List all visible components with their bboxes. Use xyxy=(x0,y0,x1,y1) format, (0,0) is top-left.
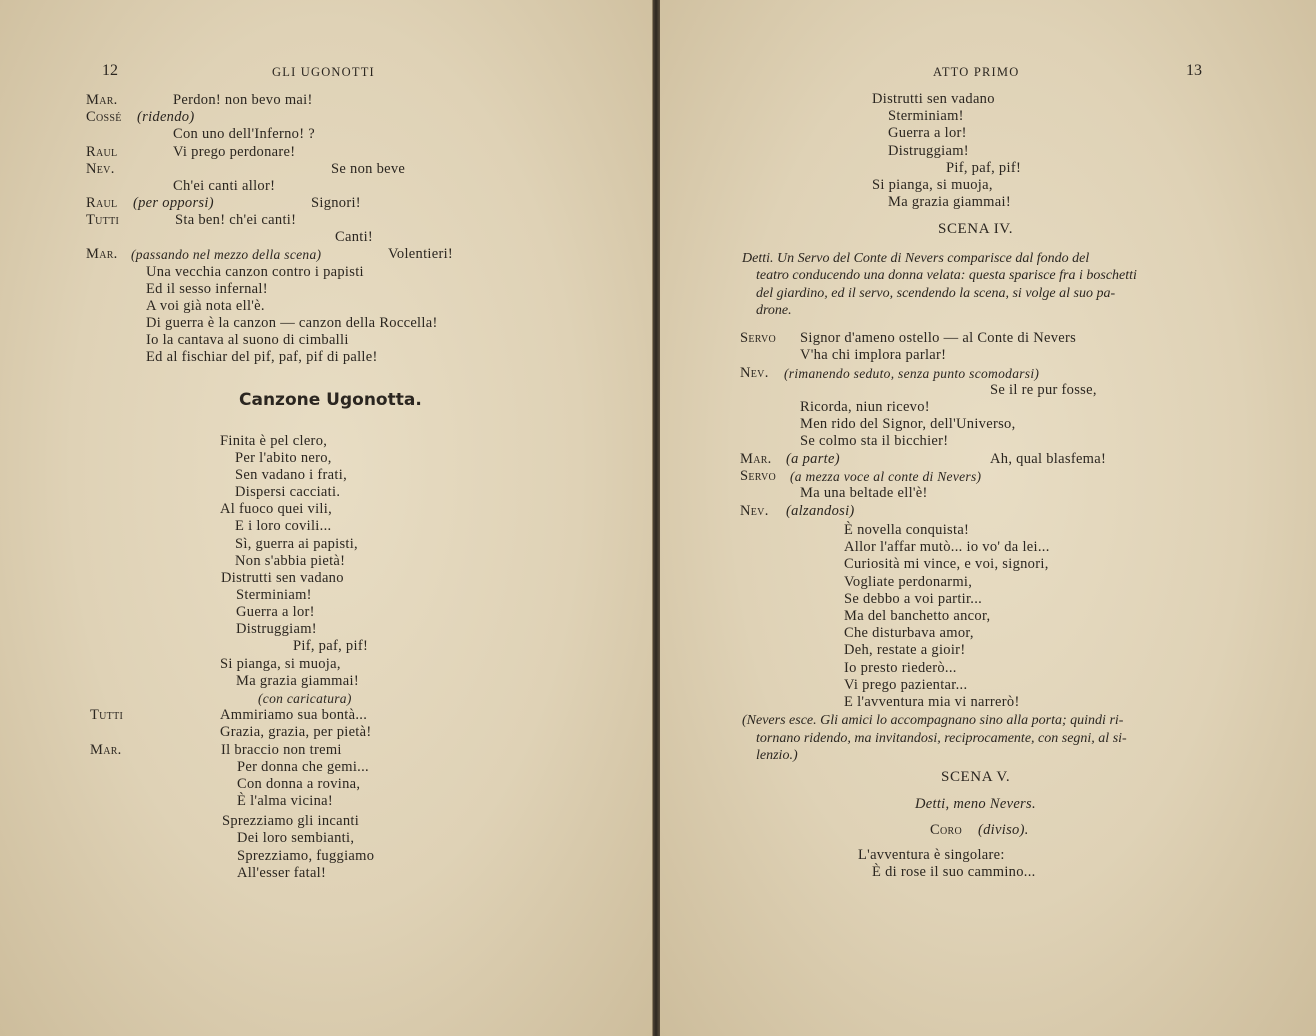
song-line: Non s'abbia pietà! xyxy=(235,553,346,569)
stage-direction: lenzio.) xyxy=(756,748,798,763)
dialogue-line: Per donna che gemi... xyxy=(237,759,369,775)
dialogue-line: Ed il sesso infernal! xyxy=(146,281,268,297)
stage-direction: (rimanendo seduto, senza punto scomodarsi) xyxy=(784,366,1040,381)
song-line: Dispersi cacciati. xyxy=(235,484,341,500)
stage-direction: (alzandosi) xyxy=(786,503,855,519)
speaker-label: Mar. xyxy=(90,742,122,758)
song-line: Distrutti sen vadano xyxy=(221,570,344,586)
dialogue-line: V'ha chi implora parlar! xyxy=(800,347,947,363)
dialogue-line: Con uno dell'Inferno! ? xyxy=(173,126,315,142)
speaker-label: Raul xyxy=(86,195,118,211)
speaker-label: Mar. xyxy=(86,92,118,108)
running-header: ATTO PRIMO xyxy=(933,65,1020,79)
speaker-label: Servo xyxy=(740,468,776,484)
dialogue-line: Canti! xyxy=(335,229,374,245)
dialogue-line: È di rose il suo cammino... xyxy=(872,864,1036,880)
dialogue-line: È l'alma vicina! xyxy=(237,793,333,809)
dialogue-line: Ammiriamo sua bontà... xyxy=(220,707,368,723)
stage-direction: drone. xyxy=(756,303,792,318)
dialogue-line: Ma una beltade ell'è! xyxy=(800,485,928,501)
stage-direction: (per opporsi) xyxy=(133,195,214,211)
dialogue-line: E l'avventura mia vi narrerò! xyxy=(844,694,1020,710)
speaker-label: Servo xyxy=(740,330,776,346)
song-line: Guerra a lor! xyxy=(888,125,967,141)
stage-direction: tornano ridendo, ma invitandosi, reciprocamente, con segni, al si- xyxy=(756,731,1127,746)
stage-direction: (passando nel mezzo della scena) xyxy=(131,247,322,262)
dialogue-line: Curiosità mi vince, e voi, signori, xyxy=(844,556,1049,572)
speaker-label: Tutti xyxy=(90,707,124,723)
dialogue-line: L'avventura è singolare: xyxy=(858,847,1005,863)
dialogue-line: Ed al fischiar del pif, paf, pif di palle! xyxy=(146,349,378,365)
dialogue-line: Sta ben! ch'ei canti! xyxy=(175,212,297,228)
dialogue-line: Dei loro sembianti, xyxy=(237,830,355,846)
speaker-label: Coro xyxy=(930,822,962,838)
speaker-label: Mar. xyxy=(740,451,772,467)
speaker-label: Tutti xyxy=(86,212,120,228)
speaker-label: Raul xyxy=(86,144,118,160)
dialogue-line: Se debbo a voi partir... xyxy=(844,591,983,607)
dialogue-line: Io la cantava al suono di cimballi xyxy=(146,332,349,348)
dialogue-line: Volentieri! xyxy=(388,246,454,262)
running-header: GLI UGONOTTI xyxy=(272,65,375,79)
dialogue-line: Vi prego pazientar... xyxy=(844,677,968,693)
stage-direction: (ridendo) xyxy=(137,109,195,125)
song-line: Finita è pel clero, xyxy=(220,433,328,449)
speaker-label: Nev. xyxy=(740,365,769,381)
dialogue-line: All'esser fatal! xyxy=(237,865,327,881)
song-line: Guerra a lor! xyxy=(236,604,315,620)
dialogue-line: Una vecchia canzon contro i papisti xyxy=(146,264,364,280)
dialogue-line: Ch'ei canti allor! xyxy=(173,178,276,194)
dialogue-line: Io presto riederò... xyxy=(844,660,957,676)
song-line: Distruggiam! xyxy=(888,143,969,159)
song-line: Ma grazia giammai! xyxy=(236,673,359,689)
song-line: Pif, paf, pif! xyxy=(946,160,1022,176)
song-line: Pif, paf, pif! xyxy=(293,638,369,654)
dialogue-line: Vi prego perdonare! xyxy=(173,144,296,160)
song-line: Ma grazia giammai! xyxy=(888,194,1011,210)
stage-direction: (Nevers esce. Gli amici lo accompagnano sino alla porta; quindi ri- xyxy=(742,713,1124,728)
dialogue-line: Ah, qual blasfema! xyxy=(990,451,1107,467)
dialogue-line: Di guerra è la canzon — canzon della Roccella! xyxy=(146,315,438,331)
dialogue-line: Se il re pur fosse, xyxy=(990,382,1097,398)
dialogue-line: Allor l'affar mutò... io vo' da lei... xyxy=(844,539,1050,555)
dialogue-line: Signori! xyxy=(311,195,361,211)
dialogue-line: Se colmo sta il bicchier! xyxy=(800,433,949,449)
dialogue-line: Che disturbava amor, xyxy=(844,625,974,641)
song-line: Sen vadano i frati, xyxy=(235,467,348,483)
song-line: Sterminiam! xyxy=(236,587,312,603)
speaker-label: Mar. xyxy=(86,246,118,262)
right-page xyxy=(660,0,1316,1036)
song-line: Al fuoco quei vili, xyxy=(220,501,333,517)
dialogue-line: Signor d'ameno ostello — al Conte di Nevers xyxy=(800,330,1077,346)
dialogue-line: Deh, restate a gioir! xyxy=(844,642,966,658)
dialogue-line: Se non beve xyxy=(331,161,406,177)
stage-direction: teatro conducendo una donna velata: questa sparisce fra i boschetti xyxy=(756,268,1137,283)
dialogue-line: A voi già nota ell'è. xyxy=(146,298,265,314)
stage-direction: (a mezza voce al conte di Nevers) xyxy=(790,469,982,484)
dialogue-line: Ricorda, niun ricevo! xyxy=(800,399,930,415)
dialogue-line: Con donna a rovina, xyxy=(237,776,361,792)
dialogue-line: Men rido del Signor, dell'Universo, xyxy=(800,416,1016,432)
stage-direction: (con caricatura) xyxy=(258,691,352,706)
song-title: Canzone Ugonotta. xyxy=(239,390,422,410)
speaker-label: Nev. xyxy=(86,161,115,177)
page-number: 12 xyxy=(102,62,118,79)
song-line: Si pianga, si muoja, xyxy=(872,177,993,193)
stage-direction: (diviso). xyxy=(978,822,1029,838)
song-line: Si pianga, si muoja, xyxy=(220,656,341,672)
page-number: 13 xyxy=(1186,62,1202,79)
song-line: Sì, guerra ai papisti, xyxy=(235,536,358,552)
dialogue-line: Sprezziamo, fuggiamo xyxy=(237,848,375,864)
stage-direction: del giardino, ed il servo, scendendo la scena, si volge al suo pa- xyxy=(756,286,1116,301)
dialogue-line: È novella conquista! xyxy=(844,522,970,538)
dialogue-line: Grazia, grazia, per pietà! xyxy=(220,724,372,740)
dialogue-line: Sprezziamo gli incanti xyxy=(222,813,360,829)
dialogue-line: Perdon! non bevo mai! xyxy=(173,92,313,108)
song-line: E i loro covili... xyxy=(235,518,332,534)
song-line: Distruggiam! xyxy=(236,621,317,637)
speaker-label: Cossé xyxy=(86,109,122,125)
speaker-label: Nev. xyxy=(740,503,769,519)
scene-subtitle: Detti, meno Nevers. xyxy=(915,796,1036,812)
song-line: Per l'abito nero, xyxy=(235,450,332,466)
stage-direction: Detti. Un Servo del Conte di Nevers comparisce dal fondo del xyxy=(742,251,1090,266)
dialogue-line: Il braccio non tremi xyxy=(221,742,342,758)
dialogue-line: Vogliate perdonarmi, xyxy=(844,574,973,590)
song-line: Sterminiam! xyxy=(888,108,964,124)
song-line: Distrutti sen vadano xyxy=(872,91,995,107)
scene-heading: SCENA IV. xyxy=(938,221,1014,237)
dialogue-line: Ma del banchetto ancor, xyxy=(844,608,991,624)
left-page xyxy=(0,0,653,1036)
stage-direction: (a parte) xyxy=(786,451,840,467)
scene-heading: SCENA V. xyxy=(941,769,1011,785)
